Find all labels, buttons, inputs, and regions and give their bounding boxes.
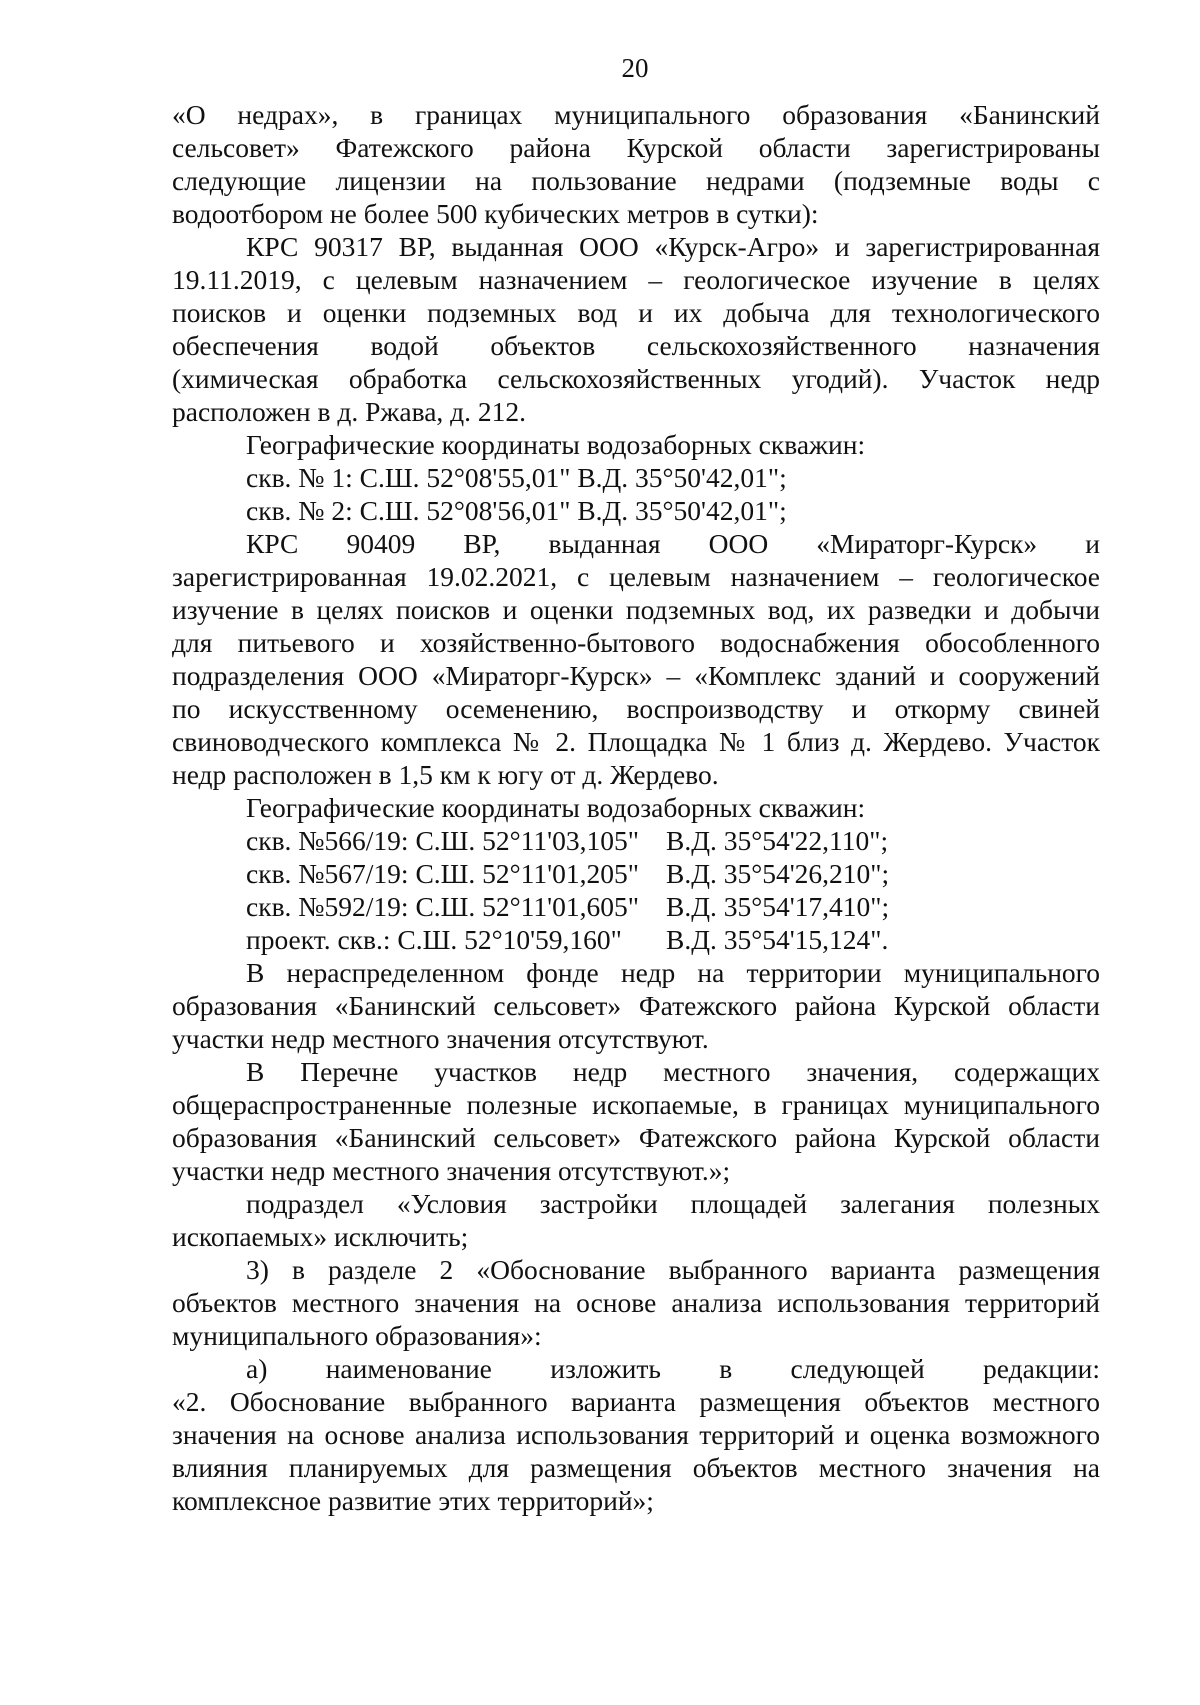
- text-line: а) наименование изложить в следующей редакции:: [246, 1353, 1100, 1384]
- text-line: В нераспределенном фонде недр на территории муниципального: [246, 957, 1100, 988]
- text-line: скв. № 2: С.Ш. 52°08'56,01" В.Д. 35°50'42,01";: [246, 495, 787, 526]
- well-longitude: В.Д. 35°54'26,210";: [666, 858, 890, 889]
- well-longitude: В.Д. 35°54'15,124".: [666, 924, 889, 955]
- text-line: значения на основе анализа использования территорий и оценка возможного: [172, 1419, 1100, 1450]
- text-line: (химическая обработка сельскохозяйственных угодий). Участок недр: [172, 363, 1100, 394]
- text-line: образования «Банинский сельсовет» Фатежского района Курской области: [172, 1122, 1100, 1153]
- text-line: обеспечения водой объектов сельскохозяйственного назначения: [172, 330, 1100, 361]
- text-line: Географические координаты водозаборных скважин:: [246, 429, 866, 460]
- text-line: муниципального образования»:: [172, 1320, 542, 1351]
- document-body: [172, 98, 1100, 1517]
- well-coordinate-row: [172, 890, 1100, 923]
- text-line: 3) в разделе 2 «Обоснование выбранного варианта размещения: [246, 1254, 1100, 1285]
- well-coordinate-row: [172, 824, 1100, 857]
- well-name-latitude: скв. №566/19: С.Ш. 52°11'03,105": [246, 825, 639, 856]
- well-name-latitude: скв. №592/19: С.Ш. 52°11'01,605": [246, 891, 639, 922]
- text-line: «2. Обоснование выбранного варианта размещения объектов местного: [172, 1386, 1100, 1417]
- text-line: скв. № 1: С.Ш. 52°08'55,01" В.Д. 35°50'42,01";: [246, 462, 787, 493]
- text-block-licenses: [172, 98, 1100, 824]
- text-line: объектов местного значения на основе анализа использования территорий: [172, 1287, 1100, 1318]
- text-line: изучение в целях поисков и оценки подземных вод, их разведки и добычи: [172, 594, 1100, 625]
- well-coordinates-list: [172, 824, 1100, 956]
- text-line: КРС 90409 ВР, выданная ООО «Мираторг-Курск» и: [246, 528, 1100, 559]
- text-line: следующие лицензии на пользование недрами (подземные воды с: [172, 165, 1100, 196]
- text-line: Географические координаты водозаборных скважин:: [246, 792, 866, 823]
- well-name-latitude: скв. №567/19: С.Ш. 52°11'01,205": [246, 858, 639, 889]
- text-line: подраздел «Условия застройки площадей залегания полезных: [246, 1188, 1100, 1219]
- well-coordinate-row: [172, 857, 1100, 890]
- well-longitude: В.Д. 35°54'17,410";: [666, 891, 890, 922]
- text-line: ископаемых» исключить;: [172, 1221, 469, 1252]
- text-line: участки недр местного значения отсутствуют.: [172, 1023, 709, 1054]
- text-line: сельсовет» Фатежского района Курской области зарегистрированы: [172, 132, 1100, 163]
- text-line: зарегистрированная 19.02.2021, с целевым назначением – геологическое: [172, 561, 1100, 592]
- text-line: образования «Банинский сельсовет» Фатежского района Курской области: [172, 990, 1100, 1021]
- text-line: общераспространенные полезные ископаемые, в границах муниципального: [172, 1089, 1100, 1120]
- text-block-amendments: [172, 956, 1100, 1517]
- text-line: КРС 90317 ВР, выданная ООО «Курск-Агро» и зарегистрированная: [246, 231, 1100, 262]
- well-coordinate-row: [172, 923, 1100, 956]
- text-line: водоотбором не более 500 кубических метров в сутки):: [172, 198, 819, 229]
- text-line: участки недр местного значения отсутствуют.»;: [172, 1155, 731, 1186]
- text-line: для питьевого и хозяйственно-бытового водоснабжения обособленного: [172, 627, 1100, 658]
- text-line: подразделения ООО «Мираторг-Курск» – «Комплекс зданий и сооружений: [172, 660, 1100, 691]
- page-number: 20: [621, 53, 649, 83]
- text-line: поисков и оценки подземных вод и их добыча для технологического: [172, 297, 1100, 328]
- text-line: свиноводческого комплекса № 2. Площадка № 1 близ д. Жердево. Участок: [172, 726, 1100, 757]
- text-line: В Перечне участков недр местного значения, содержащих: [246, 1056, 1100, 1087]
- text-line: влияния планируемых для размещения объектов местного значения на: [172, 1452, 1100, 1483]
- text-line: 19.11.2019, с целевым назначением – геологическое изучение в целях: [172, 264, 1100, 295]
- well-longitude: В.Д. 35°54'22,110";: [666, 825, 889, 856]
- text-line: недр расположен в 1,5 км к югу от д. Жердево.: [172, 759, 719, 790]
- well-name-latitude: проект. скв.: С.Ш. 52°10'59,160": [246, 924, 622, 955]
- text-line: «О недрах», в границах муниципального образования «Банинский: [172, 99, 1100, 130]
- text-line: комплексное развитие этих территорий»;: [172, 1485, 654, 1516]
- text-line: по искусственному осеменению, воспроизводству и откорму свиней: [172, 693, 1100, 724]
- text-line: расположен в д. Ржава, д. 212.: [172, 396, 527, 427]
